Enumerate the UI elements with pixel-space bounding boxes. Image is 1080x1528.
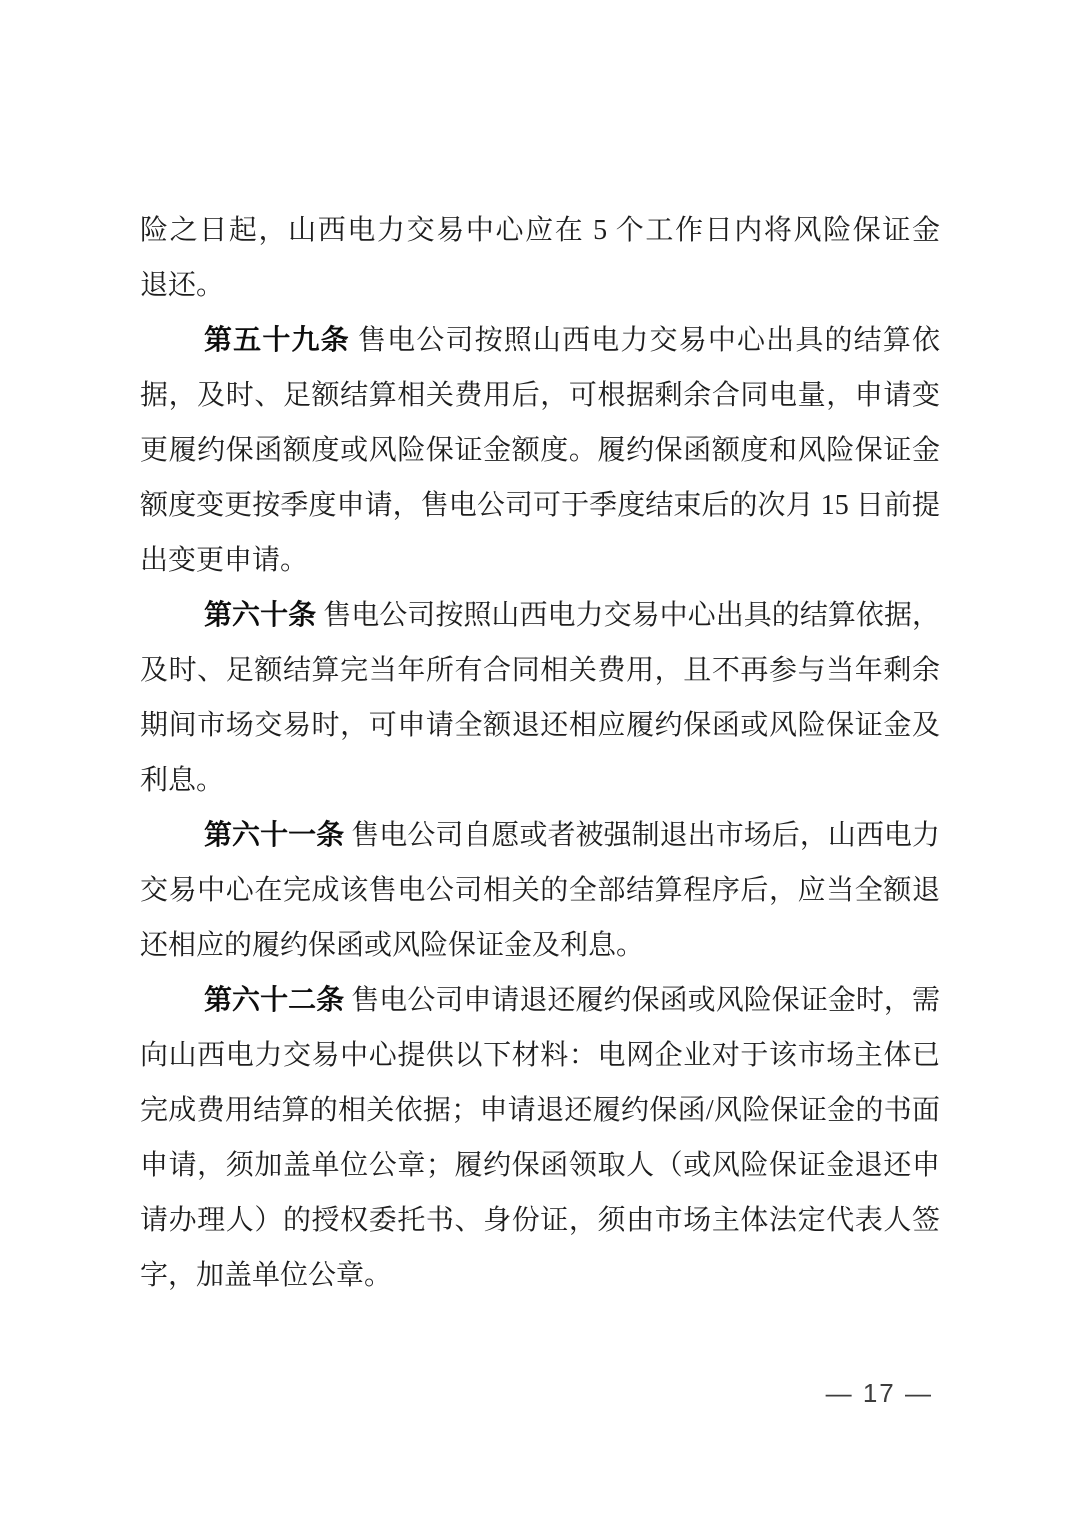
article-number: 第六十一条 (204, 820, 345, 851)
text-segment: 完成费用结算的相关依据；申请退还履约保函/风险保证金的书面 (140, 1095, 940, 1126)
text-line (140, 533, 940, 588)
page-number: — 17 — (825, 1378, 933, 1408)
article-number: 第六十条 (204, 600, 317, 631)
text-line (140, 863, 940, 918)
text-segment: 退还。 (140, 270, 225, 301)
text-segment: 据，及时、足额结算相关费用后，可根据剩余合同电量，申请变 (140, 380, 940, 411)
text-line (140, 973, 940, 1028)
text-line (140, 1248, 940, 1303)
text-segment: 售电公司按照山西电力交易中心出具的结算依据， (316, 600, 940, 631)
text-segment: 申请，须加盖单位公章；履约保函领取人（或风险保证金退还申 (140, 1150, 940, 1181)
text-segment: 险之日起，山西电力交易中心应在 5 个工作日内将风险保证金 (140, 215, 940, 246)
text-line (140, 1138, 940, 1193)
text-line (140, 368, 940, 423)
text-segment: 期间市场交易时，可申请全额退还相应履约保函或风险保证金及 (140, 710, 940, 741)
text-line (140, 423, 940, 478)
text-segment: 出变更申请。 (140, 545, 309, 576)
text-segment: 利息。 (140, 765, 225, 796)
text-line (140, 258, 940, 313)
text-segment: 额度变更按季度申请，售电公司可于季度结束后的次月 15 日前提 (140, 490, 940, 521)
text-segment: 售电公司申请退还履约保函或风险保证金时，需 (344, 985, 940, 1016)
text-line (140, 643, 940, 698)
text-segment: 售电公司按照山西电力交易中心出具的结算依 (349, 325, 940, 356)
text-segment: 及时、足额结算完当年所有合同相关费用，且不再参与当年剩余 (140, 655, 940, 686)
text-segment: 售电公司自愿或者被强制退出市场后，山西电力 (344, 820, 940, 851)
text-line (140, 698, 940, 753)
article-number: 第五十九条 (204, 325, 350, 356)
article-number: 第六十二条 (204, 985, 345, 1016)
text-line (140, 203, 940, 258)
text-line (140, 918, 940, 973)
text-segment: 交易中心在完成该售电公司相关的全部结算程序后，应当全额退 (140, 875, 940, 906)
text-segment: 更履约保函额度或风险保证金额度。履约保函额度和风险保证金 (140, 435, 940, 466)
text-line (140, 313, 940, 368)
text-line (140, 588, 940, 643)
text-segment: 向山西电力交易中心提供以下材料：电网企业对于该市场主体已 (140, 1040, 940, 1071)
text-line (140, 478, 940, 533)
page-footer (826, 1378, 933, 1408)
text-line (140, 753, 940, 808)
text-segment: 字，加盖单位公章。 (140, 1260, 393, 1291)
text-line (140, 1028, 940, 1083)
text-segment: 还相应的履约保函或风险保证金及利息。 (140, 930, 645, 961)
document-body (140, 203, 940, 1303)
text-line (140, 808, 940, 863)
text-line (140, 1193, 940, 1248)
text-segment: 请办理人）的授权委托书、身份证，须由市场主体法定代表人签 (140, 1205, 940, 1236)
text-line (140, 1083, 940, 1138)
